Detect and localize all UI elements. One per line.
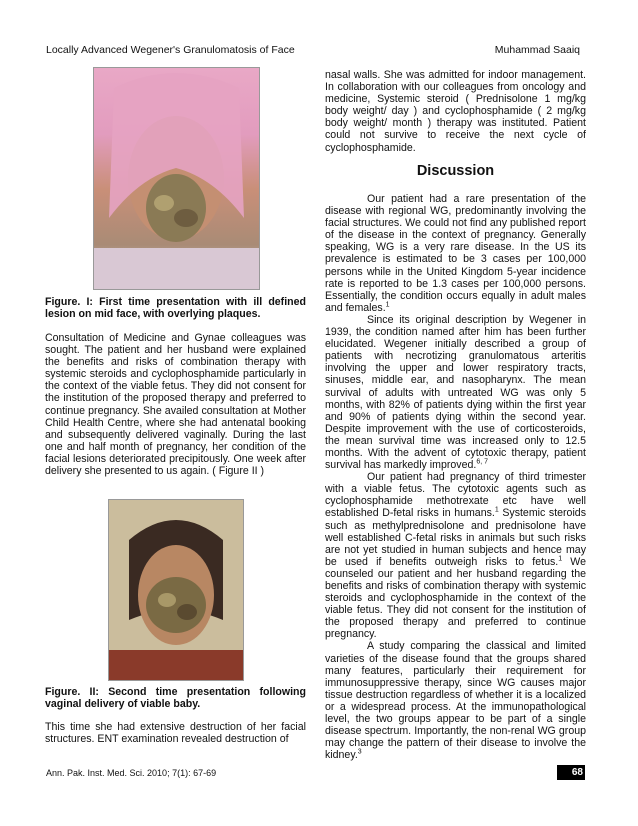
left-paragraph-2: This time she had extensive destruction of her facial structures. ENT examination revealed destruction of <box>45 721 306 746</box>
reference-superscript: 1 <box>558 555 563 563</box>
right-continuation-paragraph: nasal walls. She was admitted for indoor management. In collaboration with our colleagues from oncology and medicine, Systemic steroid ( Prednisolone 1 mg/kg body weight/ day ) and cyclophosphamide ( 2 mg/kg body weight/ month ) therapy was instituted. Patient could not survive to receive the next cycle of cyclophosphamide. <box>325 69 586 154</box>
figure-1-photo <box>93 67 260 290</box>
figure-2-caption: Figure. II: Second time presentation following vaginal delivery of viable baby. <box>45 686 306 711</box>
discussion-p2-text: Since its original description by Wegener in 1939, the condition named after him has been further elucidated. Wegener initially described a group of patients with necrotizing granulomatous arteritis involving the upper and lower respiratory tracts, sinuses, middle ear, and nasopharynx. The mean survival of adults with untreated WG was only 5 months, with 82% of patients dying within the first year and 90% of patients dying within the second year. Despite improvement with the use of corticosteroids, the mean survival time was increased only to 12.5 months. With the advent of cytotoxic therapy, patient survival has markedly improved. <box>325 313 586 472</box>
discussion-p1-text: Our patient had a rare presentation of the disease with regional WG, predominantly involving the facial structures. We could not find any published report of the disease in the context of pregnancy. Generally speaking, WG is a very rare disease. In the US its prevalence is estimated to be 3 cases per 100,000 persons while in the United Kingdom 5-year incidence rate is reported to be 1.3 cases per 100,000 persons. Essentially, the condition occurs equally in adult males and females. <box>325 193 586 314</box>
discussion-paragraph-3 <box>325 471 586 640</box>
discussion-p3c-text: We counseled our patient and her husband regarding the benefits and risks of combination therapy with systemic steroids and cyclophosphamide in the context of the viable fetus. They did not consent for the institution of the proposed therapy and preferred to continue pregnancy. <box>325 555 586 641</box>
discussion-p4-text: A study comparing the classical and limited varieties of the disease found that the groups shared many features, particularly their requirement for immunosuppressive therapy, since WG causes major tissue destruction regardless of whether it is a localized or a widespread process. At the immunopathological level, the two groups appear to be part of a single disease spectrum. Importantly, the non-renal WG group may change the pattern of their disease to involve the kidney. <box>325 640 586 762</box>
reference-superscript: 3 <box>357 748 362 756</box>
footer-citation: Ann. Pak. Inst. Med. Sci. 2010; 7(1): 67-69 <box>46 768 217 778</box>
reference-superscript: 1 <box>385 301 390 309</box>
discussion-paragraph-1 <box>325 193 586 314</box>
page-number: 68 <box>557 765 585 780</box>
discussion-p3a-text: Our patient had pregnancy of third trimester with a viable fetus. The cytotoxic agents such as cyclophosphamide methotrexate etc have well established D-fetal risks in humans. <box>325 471 586 520</box>
reference-superscript: 6, 7 <box>476 458 488 466</box>
figure-2-photo <box>108 499 244 681</box>
discussion-paragraph-4 <box>325 640 586 761</box>
figure-1-caption: Figure. I: First time presentation with ill defined lesion on mid face, with overlying plaques. <box>45 296 306 321</box>
running-header-title: Locally Advanced Wegener's Granulomatosis of Face <box>46 44 295 56</box>
section-heading-discussion: Discussion <box>416 163 495 179</box>
discussion-paragraph-2 <box>325 314 586 471</box>
left-paragraph-1: Consultation of Medicine and Gynae colleagues was sought. The patient and her husband were explained the benefits and risks of combination therapy with systemic steroids and cyclophosphamide particularly in the context of the viable fetus. They did not consent for the institution of the proposed therapy and preferred to continue pregnancy. She availed consultation at Mother Child Health Centre, where she had antenatal booking and subsequently delivered vaginally. During the last one and half month of pregnancy, her condition of the facial lesions deteriorated precipitously. One week after delivery she presented to us again. ( Figure II ) <box>45 332 306 478</box>
running-header-author: Muhammad Saaiq <box>494 44 580 56</box>
reference-superscript: 1 <box>494 506 499 514</box>
discussion-p3b-text: Systemic steroids such as methylprednisolone and prednisolone have well established C-fetal risks in animals but such risks are not yet studied in human subjects and hence may be used if benefits outweigh risks to fetus. <box>325 507 586 568</box>
